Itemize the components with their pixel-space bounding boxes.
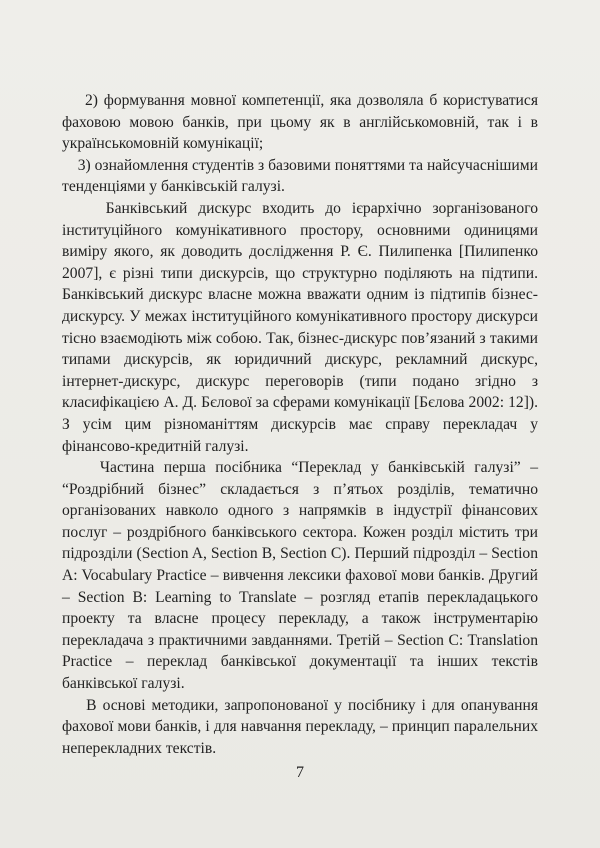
paragraph-banking-discourse: Банківський дискурс входить до ієрархічно зорганізованого інституційного комунікативного простору, основними одиницями виміру якого, як доводить дослідження Р. Є. Пилипенка [Пилипенко 2007], є різні типи дискурсів, що структурно поділяють на підтипи. Банківський дискурс власне можна вважати одним із підтипів бізнес-дискурсу. У межах інституційного комунікативного простору дискурси тісно взаємодіють між собою. Так, бізнес-дискурс пов’язаний з такими типами дискурсів, як юридичний дискурс, рекламний дискурс, інтернет-дискурс, дискурс переговорів (типи подано згідно з класифікацією А. Д. Бєлової за сферами комунікації [Бєлова 2002: 12]). З усім цим різноманіттям дискурсів має справу перекладач у фінансово-кредитній галузі. [62,199,538,455]
paragraph-part-one: Частина перша посібника “Переклад у банківській галузі” – “Роздрібний бізнес” складається з п’ятьох розділів, тематично організованих навколо одного з напрямків в індустрії фінансових послуг – роздрібного банківського сектора. Кожен розділ містить три підрозділи (Section A, Section B, Section C). Перший підрозділ – Section A: Vocabulary Practice – вивчення лексики фахової мови банків. Другий – Section B: Learning to Translate – розгляд етапів перекладацького проекту та власне процесу перекладу, а також інструментарію перекладача з практичними завданнями. Третій – Section C: Translation Practice – переклад банківської документації та інших текстів банківської галузі. [62,459,538,693]
page-body-text [62,90,538,759]
paragraph-list-item-3: 3) ознайомлення студентів з базовими поняттями та найсучаснішими тенденціями у банківській галузі. [62,156,538,196]
page-number: 7 [296,764,304,781]
paragraph-list-item-2: 2) формування мовної компетенції, яка дозволяла б користуватися фаховою мовою банків, при цьому як в англійськомовній, так і в українськомовній комунікації; [62,92,538,153]
paragraph-methodology: В основі методики, запропонованої у посібнику і для опанування фахової мови банків, і для навчання перекладу, – принцип паралельних неперекладних текстів. [62,696,538,757]
